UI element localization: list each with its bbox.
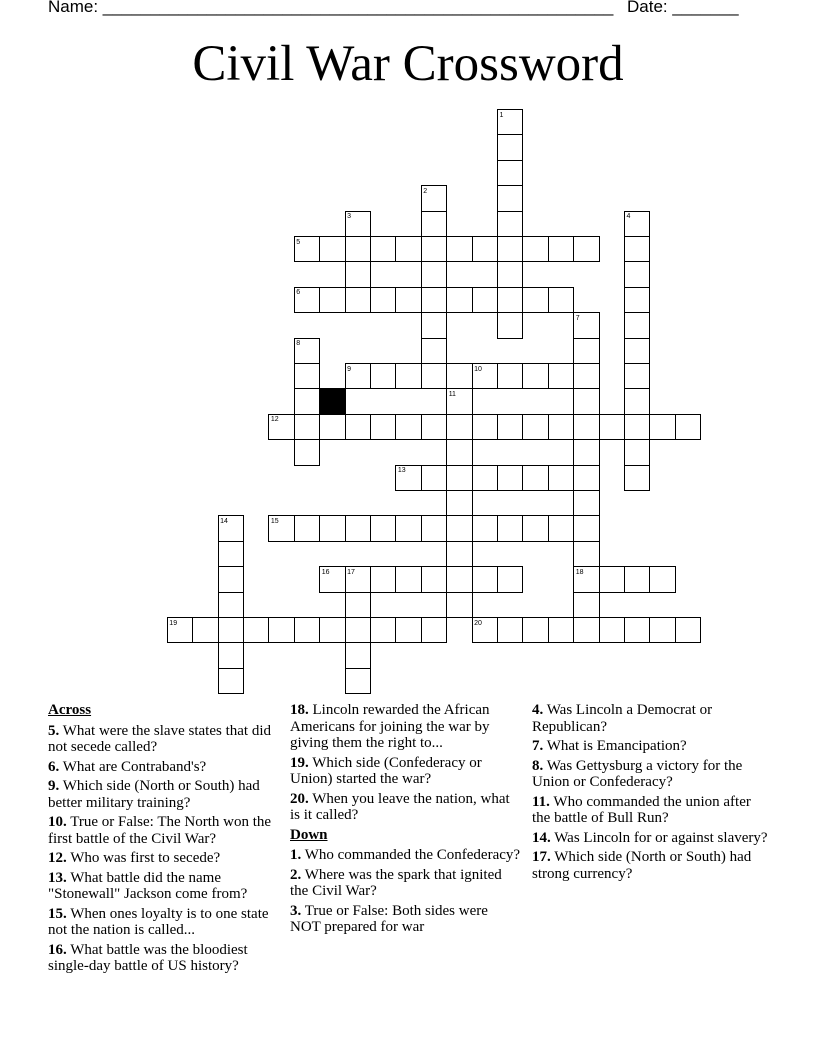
black-square — [319, 388, 345, 414]
clue-num: 14. — [532, 829, 551, 846]
grid-cell[interactable] — [497, 160, 523, 186]
grid-cell[interactable] — [624, 566, 650, 592]
grid-cell[interactable] — [472, 414, 498, 440]
clue-num: 9. — [48, 778, 60, 794]
clue-number: 3 — [347, 213, 351, 221]
across-clue — [290, 791, 522, 824]
grid-cell[interactable] — [294, 388, 320, 414]
grid-cell[interactable] — [548, 465, 574, 491]
clue-text: What were the slave states that did not secede called? — [48, 722, 271, 755]
grid-cell[interactable] — [624, 261, 650, 287]
clue-text: True or False: Both sides were NOT prepared for war — [290, 902, 488, 935]
clue-number: 11 — [448, 390, 456, 398]
grid-cell[interactable] — [395, 236, 421, 262]
grid-cell[interactable] — [294, 617, 320, 643]
grid-cell[interactable] — [446, 490, 472, 516]
grid-cell[interactable] — [218, 541, 244, 567]
clues-column-1 — [48, 702, 280, 978]
clue-number: 15 — [270, 517, 279, 525]
across-heading: Across — [48, 702, 92, 718]
grid-cell[interactable] — [446, 287, 472, 313]
grid-cell[interactable] — [522, 414, 548, 440]
clue-num: 5. — [48, 722, 60, 739]
grid-cell[interactable] — [522, 236, 548, 262]
clue-text: Lincoln rewarded the African Americans for joining the war by giving them the right to... — [290, 702, 490, 751]
grid-cell[interactable] — [370, 617, 396, 643]
clue-num: 16. — [48, 941, 67, 958]
down-clue — [532, 830, 772, 847]
clue-number: 10 — [474, 365, 482, 373]
grid-cell[interactable] — [345, 668, 371, 694]
grid-cell[interactable] — [497, 617, 523, 643]
grid-cell[interactable] — [294, 414, 320, 440]
grid-cell[interactable] — [446, 515, 472, 541]
down-clue — [532, 849, 772, 882]
grid-cell[interactable] — [218, 668, 244, 694]
grid-cell[interactable] — [548, 515, 574, 541]
grid-cell[interactable] — [395, 287, 421, 313]
clue-text: Was Lincoln for or against slavery? — [550, 829, 768, 846]
across-clue — [48, 942, 280, 975]
down-clue — [532, 758, 772, 791]
grid-cell[interactable] — [345, 617, 371, 643]
grid-cell[interactable] — [497, 287, 523, 313]
clue-number: 2 — [423, 187, 428, 195]
grid-cell[interactable] — [421, 261, 447, 287]
clue-number: 1 — [499, 111, 504, 119]
grid-cell[interactable] — [573, 592, 599, 618]
grid-cell[interactable] — [573, 515, 599, 541]
grid-cell[interactable] — [573, 363, 599, 389]
clue-num: 2. — [290, 866, 302, 883]
grid-cell[interactable] — [548, 287, 574, 313]
clue-text: Where was the spark that ignited the Civil War? — [290, 866, 502, 899]
grid-cell[interactable] — [395, 566, 421, 592]
grid-cell[interactable] — [573, 388, 599, 414]
grid-cell[interactable] — [446, 566, 472, 592]
grid-cell[interactable] — [472, 236, 498, 262]
clue-number: 4 — [626, 213, 631, 221]
grid-cell[interactable] — [395, 617, 421, 643]
clue-text: Was Lincoln a Democrat or Republican? — [532, 702, 713, 735]
clue-number: 6 — [296, 289, 301, 297]
across-clue — [290, 702, 522, 752]
grid-cell[interactable] — [370, 515, 396, 541]
grid-cell[interactable] — [573, 541, 599, 567]
grid-cell[interactable] — [497, 414, 523, 440]
grid-cell[interactable] — [345, 261, 371, 287]
down-heading: Down — [290, 826, 328, 843]
grid-cell[interactable] — [548, 236, 574, 262]
clue-number: 5 — [296, 238, 301, 246]
clue-text: When ones loyalty is to one state not the nation is called... — [48, 905, 269, 938]
grid-cell[interactable] — [624, 465, 650, 491]
grid-cell[interactable] — [294, 515, 320, 541]
grid-cell[interactable] — [573, 617, 599, 643]
across-clue — [48, 906, 280, 939]
clue-text: What battle did the name "Stonewall" Jackson come from? — [48, 869, 248, 902]
grid-cell[interactable] — [345, 236, 371, 262]
clue-num: 8. — [532, 757, 544, 774]
clue-text: Which side (Confederacy or Union) started the war? — [290, 754, 482, 787]
grid-cell[interactable] — [599, 566, 625, 592]
grid-cell[interactable] — [497, 465, 523, 491]
grid-cell[interactable] — [446, 541, 472, 567]
grid-cell[interactable] — [624, 312, 650, 338]
clue-text: What is Emancipation? — [543, 738, 687, 754]
across-clue — [48, 850, 280, 867]
clue-num: 11. — [532, 793, 550, 810]
down-clue — [290, 903, 522, 936]
grid-cell[interactable] — [345, 287, 371, 313]
down-clue-list-1 — [290, 847, 522, 936]
clue-num: 3. — [290, 902, 302, 919]
grid-cell[interactable] — [421, 414, 447, 440]
grid-cell[interactable] — [421, 236, 447, 262]
clue-num: 19. — [290, 754, 309, 771]
grid-cell[interactable] — [345, 515, 371, 541]
across-clue — [290, 755, 522, 788]
name-field[interactable]: Name: ______________________________________________________ — [48, 0, 614, 16]
clue-number: 13 — [397, 467, 406, 475]
grid-cell[interactable] — [421, 617, 447, 643]
clues-column-2 — [290, 702, 522, 939]
grid-cell[interactable] — [497, 312, 523, 338]
grid-cell[interactable] — [522, 515, 548, 541]
down-clue — [532, 738, 772, 755]
grid-cell[interactable] — [319, 236, 345, 262]
clue-text: Who commanded the Confederacy? — [301, 847, 521, 863]
clue-text: Who commanded the union after the battle of Bull Run? — [532, 793, 751, 826]
clue-num: 17. — [532, 849, 551, 865]
down-clue — [532, 794, 772, 827]
grid-cell[interactable] — [624, 414, 650, 440]
grid-cell[interactable] — [370, 363, 396, 389]
clue-number: 12 — [270, 416, 279, 424]
grid-cell[interactable] — [446, 236, 472, 262]
across-clue — [48, 814, 280, 847]
grid-cell[interactable] — [624, 363, 650, 389]
grid-cell[interactable] — [395, 515, 421, 541]
grid-cell[interactable] — [294, 439, 320, 465]
grid-cell[interactable] — [218, 592, 244, 618]
down-clue — [290, 867, 522, 900]
grid-cell[interactable] — [624, 617, 650, 643]
grid-cell[interactable] — [446, 592, 472, 618]
grid-cell[interactable] — [573, 236, 599, 262]
clue-num: 20. — [290, 790, 309, 807]
grid-cell[interactable] — [472, 287, 498, 313]
grid-cell[interactable] — [421, 515, 447, 541]
grid-cell[interactable] — [294, 363, 320, 389]
grid-cell[interactable] — [395, 414, 421, 440]
grid-cell[interactable] — [624, 287, 650, 313]
across-clue-list-2 — [290, 702, 522, 824]
grid-cell[interactable] — [573, 338, 599, 364]
grid-cell[interactable] — [218, 642, 244, 668]
grid-cell[interactable] — [446, 439, 472, 465]
clue-number: 16 — [321, 568, 330, 576]
grid-cell[interactable] — [218, 617, 244, 643]
clue-text: Which side (North or South) had better military training? — [48, 778, 260, 811]
clue-number: 17 — [347, 568, 355, 576]
across-clue — [48, 759, 280, 776]
clue-num: 13. — [48, 869, 67, 886]
grid-cell[interactable] — [421, 211, 447, 237]
clue-text: When you leave the nation, what is it called? — [290, 790, 510, 823]
grid-cell[interactable] — [522, 363, 548, 389]
grid-cell[interactable] — [649, 414, 675, 440]
clue-num: 12. — [48, 850, 67, 866]
grid-cell[interactable] — [497, 211, 523, 237]
grid-cell[interactable] — [573, 490, 599, 516]
grid-cell[interactable] — [370, 414, 396, 440]
grid-cell[interactable] — [345, 642, 371, 668]
grid-cell[interactable] — [522, 617, 548, 643]
grid-cell[interactable] — [421, 363, 447, 389]
grid-cell[interactable] — [421, 566, 447, 592]
clue-num: 6. — [48, 758, 60, 775]
page-title: Civil War Crossword — [192, 36, 624, 92]
grid-cell[interactable] — [624, 439, 650, 465]
clues-column-3 — [532, 702, 772, 885]
grid-cell[interactable] — [497, 566, 523, 592]
grid-cell[interactable] — [446, 414, 472, 440]
grid-cell[interactable] — [675, 414, 701, 440]
clue-num: 10. — [48, 814, 67, 830]
clue-number: 20 — [474, 619, 482, 627]
clue-text: True or False: The North won the first battle of the Civil War? — [48, 814, 272, 847]
grid-cell[interactable] — [624, 236, 650, 262]
grid-cell[interactable] — [472, 465, 498, 491]
date-field[interactable]: Date: _______ — [627, 0, 739, 16]
grid-cell[interactable] — [319, 414, 345, 440]
clue-number: 8 — [296, 340, 301, 348]
grid-cell[interactable] — [370, 287, 396, 313]
clue-text: What are Contraband's? — [59, 758, 207, 775]
across-clue-list-1 — [48, 723, 280, 975]
down-clue — [290, 847, 522, 864]
grid-cell[interactable] — [497, 185, 523, 211]
grid-cell[interactable] — [624, 338, 650, 364]
grid-cell[interactable] — [497, 515, 523, 541]
grid-cell[interactable] — [421, 312, 447, 338]
clue-text: What battle was the bloodiest single-day battle of US history? — [48, 941, 248, 974]
across-clue — [48, 723, 280, 756]
grid-cell[interactable] — [548, 363, 574, 389]
grid-cell[interactable] — [192, 617, 218, 643]
grid-cell[interactable] — [599, 414, 625, 440]
grid-cell[interactable] — [649, 566, 675, 592]
grid-cell[interactable] — [522, 465, 548, 491]
grid-cell[interactable] — [472, 566, 498, 592]
grid-cell[interactable] — [446, 465, 472, 491]
grid-cell[interactable] — [497, 363, 523, 389]
grid-cell[interactable] — [573, 465, 599, 491]
clue-num: 4. — [532, 702, 544, 718]
down-clue — [532, 702, 772, 735]
clue-number: 9 — [347, 365, 351, 373]
grid-cell[interactable] — [319, 515, 345, 541]
grid-cell[interactable] — [548, 414, 574, 440]
grid-cell[interactable] — [472, 515, 498, 541]
grid-cell[interactable] — [319, 287, 345, 313]
clue-number: 14 — [220, 517, 228, 525]
grid-cell[interactable] — [370, 236, 396, 262]
grid-cell[interactable] — [319, 617, 345, 643]
grid-cell[interactable] — [522, 287, 548, 313]
clue-number: 19 — [169, 619, 178, 627]
grid-cell[interactable] — [497, 261, 523, 287]
across-clue — [48, 870, 280, 903]
grid-cell[interactable] — [624, 388, 650, 414]
clue-text: Who was first to secede? — [66, 850, 221, 866]
grid-cell[interactable] — [548, 617, 574, 643]
clue-number: 7 — [575, 314, 580, 322]
grid-cell[interactable] — [675, 617, 701, 643]
grid-cell[interactable] — [345, 592, 371, 618]
grid-cell[interactable] — [446, 363, 472, 389]
grid-cell[interactable] — [573, 414, 599, 440]
clue-num: 15. — [48, 905, 67, 922]
grid-cell[interactable] — [421, 465, 447, 491]
grid-cell[interactable] — [243, 617, 269, 643]
grid-cell[interactable] — [421, 287, 447, 313]
grid-cell[interactable] — [268, 617, 294, 643]
grid-cell[interactable] — [218, 566, 244, 592]
grid-cell[interactable] — [345, 414, 371, 440]
grid-cell[interactable] — [599, 617, 625, 643]
clue-text: Which side (North or South) had strong currency? — [532, 849, 752, 882]
grid-cell[interactable] — [370, 566, 396, 592]
grid-cell[interactable] — [497, 134, 523, 160]
clue-num: 1. — [290, 847, 302, 863]
grid-cell[interactable] — [573, 439, 599, 465]
grid-cell[interactable] — [497, 236, 523, 262]
grid-cell[interactable] — [395, 363, 421, 389]
down-clue-list-2 — [532, 702, 772, 882]
grid-cell[interactable] — [421, 338, 447, 364]
clue-num: 7. — [532, 738, 544, 754]
clue-num: 18. — [290, 702, 309, 718]
clue-text: Was Gettysburg a victory for the Union or Confederacy? — [532, 757, 743, 790]
clue-number: 18 — [575, 568, 584, 576]
across-clue — [48, 778, 280, 811]
grid-cell[interactable] — [649, 617, 675, 643]
